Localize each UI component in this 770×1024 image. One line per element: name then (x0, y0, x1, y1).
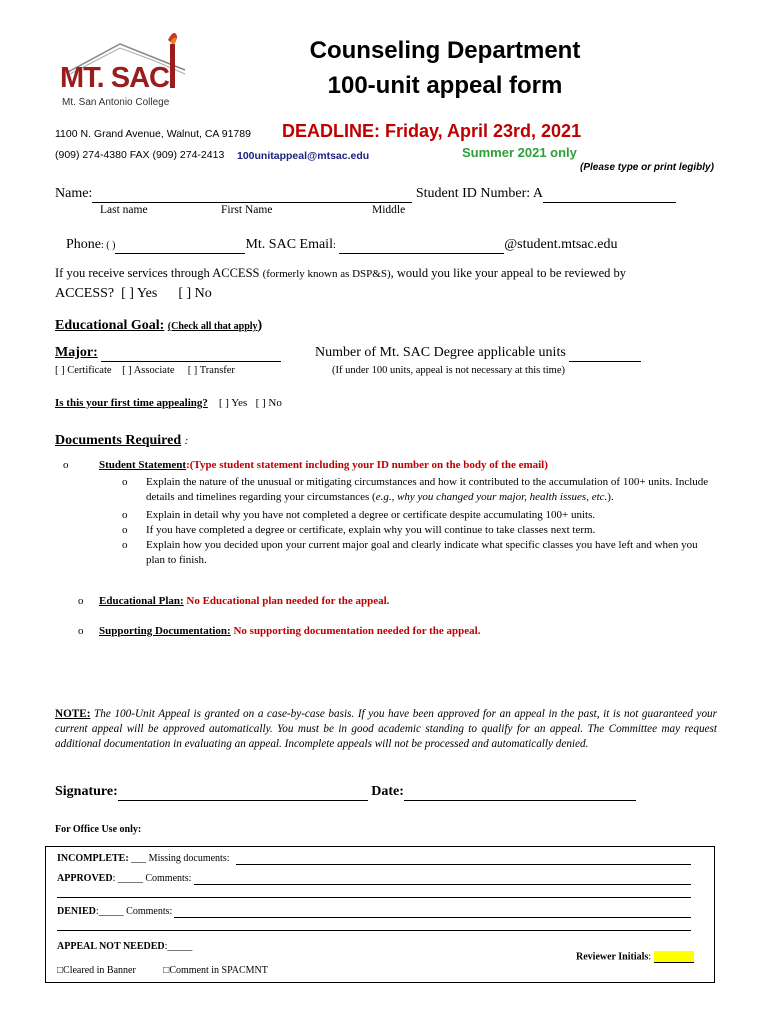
date-input[interactable] (404, 784, 636, 801)
approved-comment-line-2[interactable] (57, 897, 691, 898)
subitem-text: If you have completed a degree or certificate, explain why you will continue to take classes next term. (146, 524, 596, 536)
phone-fax: (909) 274-4380 FAX (909) 274-2413 (55, 149, 225, 161)
phone-input[interactable] (115, 237, 245, 254)
denied-rest: :_____ Comments: (95, 906, 173, 917)
approved-rest: : _____ Comments: (112, 873, 192, 884)
reviewer-colon: : (648, 951, 652, 963)
mtsac-email-input[interactable] (339, 237, 504, 254)
phone-row (66, 237, 617, 254)
goal-label: Educational Goal: (55, 318, 165, 333)
approved-row (57, 873, 191, 884)
denied-comment-line[interactable] (174, 917, 691, 918)
phone-label: Phone (66, 237, 101, 252)
comment-spacmnt-checkbox[interactable]: □Comment in SPACMNT (163, 965, 268, 976)
not-needed-rest: :_____ (164, 941, 193, 952)
incomplete-label: INCOMPLETE: (57, 853, 129, 864)
legibility-note: (Please type or print legibly) (580, 162, 714, 173)
cleared-banner-checkbox[interactable]: □Cleared in Banner (57, 965, 136, 976)
doc-item-plan (78, 595, 390, 607)
subitem-end: ). (607, 491, 614, 503)
educational-goal (55, 318, 262, 334)
incomplete-row (57, 853, 230, 864)
title-line-2: 100-unit appeal form (327, 72, 563, 99)
name-input[interactable] (92, 186, 412, 203)
college-logo (60, 28, 190, 118)
first-name-caption: First Name (221, 204, 273, 216)
reviewer-row (576, 951, 694, 963)
deadline: DEADLINE: Friday, April 23rd, 2021 (282, 121, 582, 141)
first-time-no[interactable]: [ ] No (255, 397, 282, 409)
bullet-circle: o (78, 595, 84, 607)
denied-comment-line-2[interactable] (57, 930, 691, 931)
documents-heading-text: Documents Required (55, 433, 182, 448)
approved-comment-line[interactable] (194, 884, 691, 885)
middle-caption: Middle (372, 204, 406, 216)
missing-docs-line[interactable] (236, 864, 691, 865)
student-id-label: Student ID Number: A (415, 186, 543, 201)
denied-label: DENIED (57, 906, 96, 917)
access-q3: ACCESS? (55, 286, 115, 301)
subitem-italic: e.g., why you changed your major, health issues, etc. (375, 491, 608, 503)
note-label: NOTE: (55, 708, 91, 720)
support-label: Supporting Documentation: (99, 625, 231, 637)
logo-mark: MT. SAC (60, 62, 169, 94)
support-note: No supporting documentation needed for the appeal. (230, 625, 481, 637)
subitem-text: Explain how you decided upon your current major goal and clearly indicate what specific classes you have left and when you plan to finish. (146, 539, 698, 566)
units-row (315, 345, 641, 362)
first-time-row (55, 397, 282, 409)
major-row (55, 345, 281, 362)
banner-row (57, 965, 268, 976)
access-yes[interactable]: [ ] Yes (121, 286, 158, 301)
term: Summer 2021 only (462, 145, 577, 160)
note-paragraph (55, 707, 717, 752)
access-q-small: (formerly known as DSP&S) (262, 268, 391, 280)
approved-label: APPROVED (57, 873, 113, 884)
access-no[interactable]: [ ] No (178, 286, 212, 301)
mtsac-email-label: Mt. SAC Email (245, 237, 333, 252)
goal-options (55, 365, 235, 376)
note-text: The 100-Unit Appeal is granted on a case-by-case basis. If you have been approved for an appeal in the past, it is not guaranteed your current appeal will be approved automatically. You must be in good academic standing to qualify for an appeal. The Committee may request additional documentation in evaluating an appeal. Incomplete appeals will not be processed and automatically denied. (55, 708, 717, 750)
date-label: Date: (371, 784, 404, 799)
student-id-input[interactable] (543, 186, 676, 203)
subitem: o Explain how you decided upon your current major goal and clearly indicate what specific classes you have left and when you plan to finish. (122, 539, 698, 566)
units-label: Number of Mt. SAC Degree applicable units (315, 345, 566, 360)
units-note: (If under 100 units, appeal is not necessary at this time) (332, 365, 565, 376)
signature-input[interactable] (118, 784, 368, 801)
page-title (260, 33, 630, 103)
appeal-email: 100unitappeal@mtsac.edu (237, 150, 370, 162)
first-time-label: Is this your first time appealing? (55, 397, 208, 409)
access-q2: , would you like your appeal to be reviewed by (390, 266, 626, 280)
subitem-text: Explain the nature of the unusual or mitigating circumstances and how it contributed to the accumulation of 100+ units. Include details and timelines regarding your circumstances ( (146, 476, 709, 503)
doc-item-support (78, 625, 481, 637)
name-row (55, 186, 676, 203)
access-question (55, 263, 717, 304)
mtsac-email-colon: : (332, 240, 336, 251)
signature-label: Signature: (55, 784, 118, 799)
major-input[interactable] (101, 345, 281, 362)
last-name-caption: Last name (100, 204, 148, 216)
certificate-checkbox[interactable]: [ ] Certificate (55, 365, 112, 376)
subitem: o If you have completed a degree or certificate, explain why you will continue to take classes next term. (122, 524, 596, 536)
not-needed-label: APPEAL NOT NEEDED (57, 941, 165, 952)
email-domain: @student.mtsac.edu (504, 237, 618, 252)
major-label: Major: (55, 345, 98, 360)
phone-paren: : ( ) (101, 240, 116, 251)
documents-heading (55, 433, 188, 449)
logo-college-name: Mt. San Antonio College (62, 97, 170, 108)
transfer-checkbox[interactable]: [ ] Transfer (187, 365, 235, 376)
office-use-box (45, 846, 715, 983)
goal-note: (Check all that apply (167, 321, 258, 332)
reviewer-label: Reviewer Initials (576, 951, 649, 963)
units-input[interactable] (569, 345, 641, 362)
subitem-text: Explain in detail why you have not completed a degree or certificate despite accumulating 100+ units. (146, 509, 596, 521)
denied-row (57, 906, 172, 917)
first-time-yes[interactable]: [ ] Yes (218, 397, 248, 409)
name-label: Name: (55, 186, 93, 201)
access-q1: If you receive services through ACCESS (55, 266, 263, 280)
statement-note: :(Type student statement including your ID number on the body of the email) (186, 459, 548, 471)
documents-heading-suffix: : (184, 435, 189, 447)
address: 1100 N. Grand Avenue, Walnut, CA 91789 (55, 128, 251, 140)
doc-item-statement (63, 459, 723, 471)
bullet-circle: o (78, 625, 84, 637)
statement-label: Student Statement (99, 459, 187, 471)
signature-row (55, 784, 636, 801)
reviewer-initials-input[interactable] (654, 951, 694, 963)
bullet-circle: o (63, 459, 69, 471)
goal-note-close: ) (257, 318, 263, 333)
incomplete-rest: ___ Missing documents: (128, 853, 230, 864)
not-needed-row (57, 941, 192, 952)
plan-label: Educational Plan: (99, 595, 184, 607)
associate-checkbox[interactable]: [ ] Associate (122, 365, 175, 376)
subitem: o Explain the nature of the unusual or mitigating circumstances and how it contributed to the accumulation of 100+ units. Include details and timelines regarding your circumstances (e.g., why you changed your major, health issues, etc.). (122, 476, 709, 503)
title-line-1: Counseling Department (309, 37, 581, 64)
office-heading: For Office Use only: (55, 824, 142, 835)
subitem: o Explain in detail why you have not completed a degree or certificate despite accumulating 100+ units. (122, 509, 596, 521)
statement-subitems (122, 475, 718, 568)
plan-note: No Educational plan needed for the appeal. (183, 595, 390, 607)
